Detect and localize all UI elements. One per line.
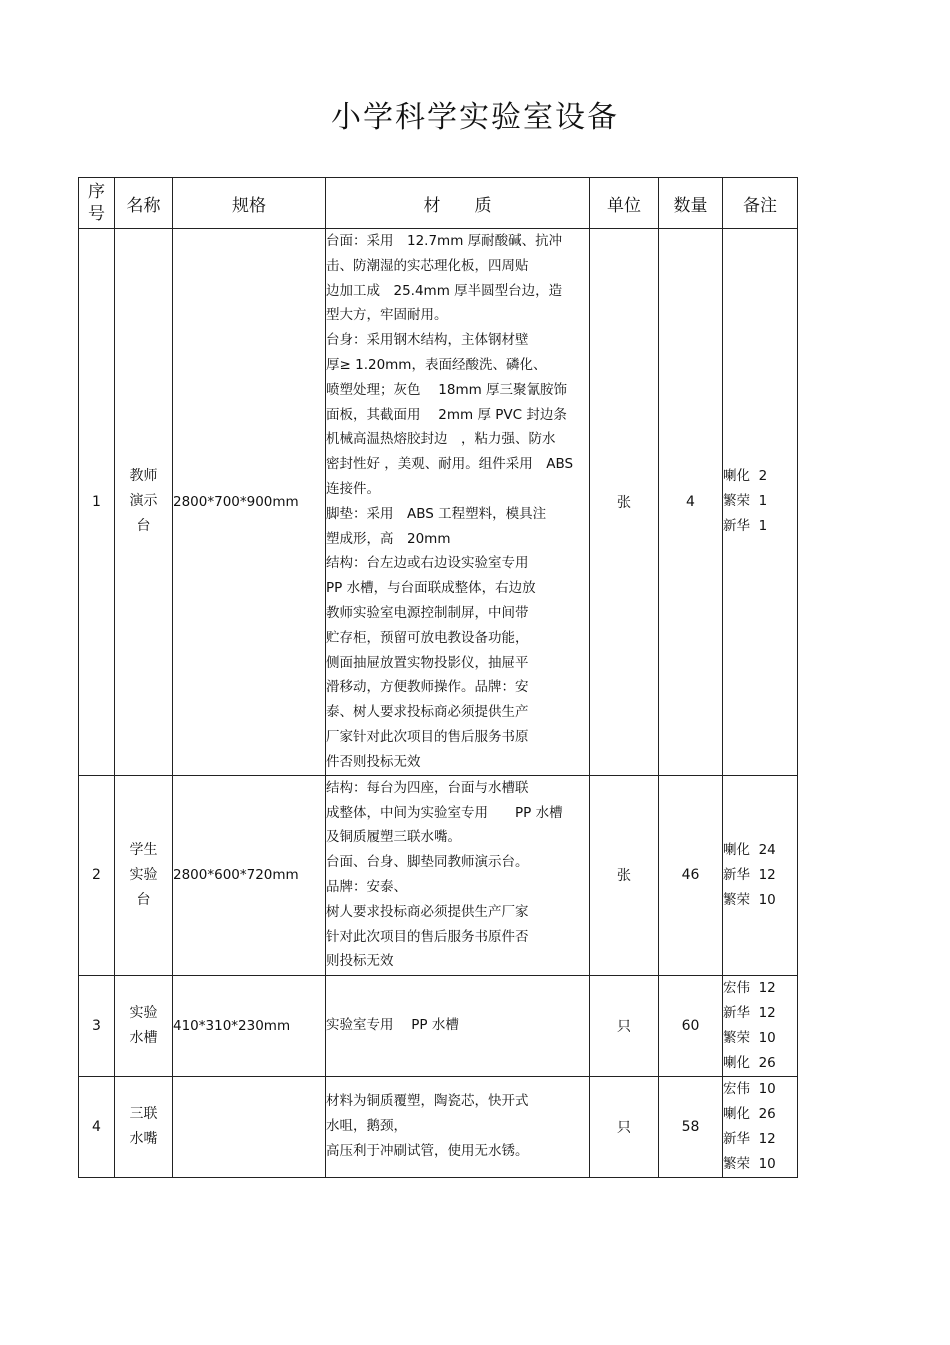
header-seq-bottom: 号	[88, 204, 105, 224]
row-qty: 58	[659, 1076, 723, 1177]
note-line: 喇化 24	[723, 841, 776, 858]
row-name	[115, 775, 173, 975]
material-line: 泰、树人要求投标商必须提供生产	[326, 704, 529, 721]
row-name-line: 水槽	[129, 1029, 158, 1046]
material-line: 及铜质履塑三联水嘴。	[326, 829, 461, 846]
material-line: 高压利于冲刷试管，使用无水锈。	[326, 1142, 529, 1159]
row-qty: 60	[659, 975, 723, 1076]
material-line: 教师实验室电源控制制屏，中间带	[326, 604, 529, 621]
table-row	[79, 775, 798, 975]
header-spec: 规格	[173, 178, 326, 229]
row-seq: 1	[79, 229, 115, 776]
material-line: 实验室专用 PP 水槽	[326, 1017, 459, 1034]
row-material	[326, 775, 590, 975]
row-name-line: 实验	[129, 866, 158, 883]
material-line: 边加工成 25.4mm 厚半圆型台边，造	[326, 282, 563, 299]
row-name-line: 台	[136, 518, 151, 535]
row-material	[326, 1076, 590, 1177]
material-line: 密封性好 ，美观、耐用。组件采用 ABS	[326, 456, 574, 473]
note-line: 喇化 26	[723, 1105, 776, 1122]
row-unit: 张	[590, 775, 659, 975]
material-line: 台面、台身、脚垫同教师演示台。	[326, 854, 529, 871]
material-line: 件否则投标无效	[326, 753, 421, 770]
material-line: 击、防潮湿的实芯理化板，四周贴	[326, 257, 529, 274]
material-line: 则投标无效	[326, 953, 394, 970]
material-line: 成整体，中间为实验室专用 PP 水槽	[326, 804, 563, 821]
material-line: 连接件。	[326, 480, 380, 497]
material-line: 针对此次项目的售后服务书原件否	[326, 928, 529, 945]
table-row	[79, 229, 798, 776]
row-qty: 4	[659, 229, 723, 776]
row-seq: 3	[79, 975, 115, 1076]
row-name-line: 台	[136, 891, 151, 908]
note-line: 繁荣 10	[723, 1155, 776, 1172]
material-line: 厚≥ 1.20mm，表面经酸洗、磷化、	[326, 356, 547, 373]
row-note	[723, 775, 798, 975]
row-seq: 2	[79, 775, 115, 975]
row-material	[326, 229, 590, 776]
note-line: 新华 12	[723, 1130, 776, 1147]
header-seq	[79, 178, 115, 229]
row-name-line: 演示	[129, 493, 158, 510]
material-line: 水咀，鹅颈，	[326, 1118, 407, 1135]
material-line: 面板，其截面用 2mm 厚 PVC 封边条	[326, 406, 567, 423]
row-unit: 只	[590, 975, 659, 1076]
material-line: PP 水槽，与台面联成整体，右边放	[326, 580, 536, 597]
material-line: 树人要求投标商必须提供生产厂家	[326, 903, 529, 920]
header-unit: 单位	[590, 178, 659, 229]
material-line: 品牌：安泰、	[326, 879, 407, 896]
note-line: 繁荣 1	[723, 493, 768, 510]
equipment-table	[78, 177, 798, 1178]
note-line: 喇化 2	[723, 468, 768, 485]
material-line: 贮存柜，预留可放电教设备功能，	[326, 629, 529, 646]
header-note: 备注	[723, 178, 798, 229]
note-line: 宏伟 10	[723, 1080, 776, 1097]
material-line: 结构：每台为四座，台面与水槽联	[326, 779, 529, 796]
material-line: 侧面抽屉放置实物投影仪，抽屉平	[326, 654, 529, 671]
material-line: 喷塑处理；灰色 18mm 厚三聚氰胺饰	[326, 381, 568, 398]
header-seq-top: 序	[88, 182, 105, 202]
header-name: 名称	[115, 178, 173, 229]
row-unit: 张	[590, 229, 659, 776]
material-line: 台身：采用钢木结构，主体钢材壁	[326, 332, 529, 349]
row-seq: 4	[79, 1076, 115, 1177]
note-line: 新华 1	[723, 518, 768, 535]
note-line: 繁荣 10	[723, 891, 776, 908]
material-line: 机械高温热熔胶封边 ，粘力强、防水	[326, 431, 556, 448]
material-line: 脚垫：采用 ABS 工程塑料，模具注	[326, 505, 547, 522]
row-note	[723, 975, 798, 1076]
row-note	[723, 229, 798, 776]
table-row	[79, 1076, 798, 1177]
material-line: 台面：采用 12.7mm 厚耐酸碱、抗冲	[326, 233, 563, 249]
material-line: 厂家针对此次项目的售后服务书原	[326, 728, 529, 745]
material-line: 结构：台左边或右边设实验室专用	[326, 555, 529, 572]
header-qty: 数量	[659, 178, 723, 229]
table-row	[79, 975, 798, 1076]
material-line: 滑移动，方便教师操作。品牌：安	[326, 679, 529, 696]
row-spec: 410*310*230mm	[173, 975, 326, 1076]
material-line: 型大方，牢固耐用。	[326, 307, 448, 324]
row-name-line: 教师	[129, 468, 158, 485]
note-line: 新华 12	[723, 1004, 776, 1021]
material-line: 材料为铜质覆塑，陶瓷芯，快开式	[326, 1093, 529, 1110]
row-material	[326, 975, 590, 1076]
row-spec: 2800*700*900mm	[173, 229, 326, 776]
row-spec: 2800*600*720mm	[173, 775, 326, 975]
row-name-line: 学生	[129, 841, 158, 858]
row-note	[723, 1076, 798, 1177]
note-line: 新华 12	[723, 866, 776, 883]
row-name	[115, 975, 173, 1076]
header-material: 材 质	[326, 178, 590, 229]
material-line: 塑成形，高 20mm	[326, 530, 451, 547]
note-line: 宏伟 12	[723, 979, 776, 996]
row-name-line: 水嘴	[129, 1130, 158, 1147]
row-qty: 46	[659, 775, 723, 975]
row-name-line: 三联	[129, 1105, 158, 1122]
row-name	[115, 1076, 173, 1177]
row-unit: 只	[590, 1076, 659, 1177]
row-name	[115, 229, 173, 776]
row-name-line: 实验	[129, 1004, 158, 1021]
header-row	[79, 178, 798, 229]
row-spec	[173, 1076, 326, 1177]
note-line: 喇化 26	[723, 1054, 776, 1071]
page-title: 小学科学实验室设备	[331, 100, 619, 135]
note-line: 繁荣 10	[723, 1029, 776, 1046]
